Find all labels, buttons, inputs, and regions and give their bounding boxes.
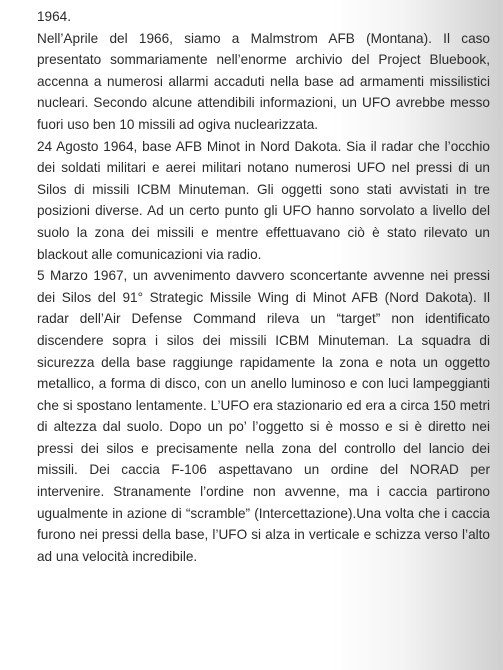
paragraph-minot-1967: 5 Marzo 1967, un avvenimento davvero sconcertante avvenne nei pressi dei Silos del 91° Strategic Missile Wing di Minot AFB (Nord Dakota). Il radar dell’Air Defense Command rileva un “target” non identificato discendere sopra i silos dei missili ICBM Minuteman. La squadra di sicurezza della base raggiunge rapidamente la zona e nota un oggetto metallico, a forma di disco, con un anello luminoso e con luci lampeggianti che si spostano lentamente. L’UFO era stazionario ed era a circa 150 metri di altezza dal suolo. Dopo un po’ l’oggetto si è mosso e si è diretto nei pressi dei silos e precisamente nella zona del controllo del lancio dei missili. Dei caccia F-106 aspettavano un ordine del NORAD per intervenire. Stranamente l’ordine non avvenne, ma i caccia partirono ugualmente in azione di “scramble” (Intercettazione).Una volta che i caccia furono nei pressi della base, l’UFO si alza in verticale e schizza verso l’alto ad una velocità incredibile. — [37, 268, 490, 564]
paragraph-malmstrom-1966: Nell’Aprile del 1966, siamo a Malmstrom AFB (Montana). Il caso presentato sommariamente nell’enorme archivio del Project Bluebook, accenna a numerosi allarmi accaduti nella base ad armamenti missilistici nucleari. Secondo alcune attendibili informazioni, un UFO avrebbe messo fuori uso ben 10 missili ad ogiva nuclearizzata. — [37, 30, 490, 132]
document-page — [37, 6, 490, 567]
paragraph-minot-1964: 24 Agosto 1964, base AFB Minot in Nord Dakota. Sia il radar che l’occhio dei soldati militari e aerei militari notano numerosi UFO nel pressi di un Silos di missili ICBM Minuteman. Gli oggetti sono stati avvistati in tre posizioni diverse. Ad un certo punto gli UFO hanno sorvolato a livello del suolo la zona dei missili e mentre effettuavano ciò è stato rilevato un blackout alle comunicazioni via radio. — [37, 138, 490, 262]
paragraph-year-fragment: 1964. — [37, 9, 72, 24]
